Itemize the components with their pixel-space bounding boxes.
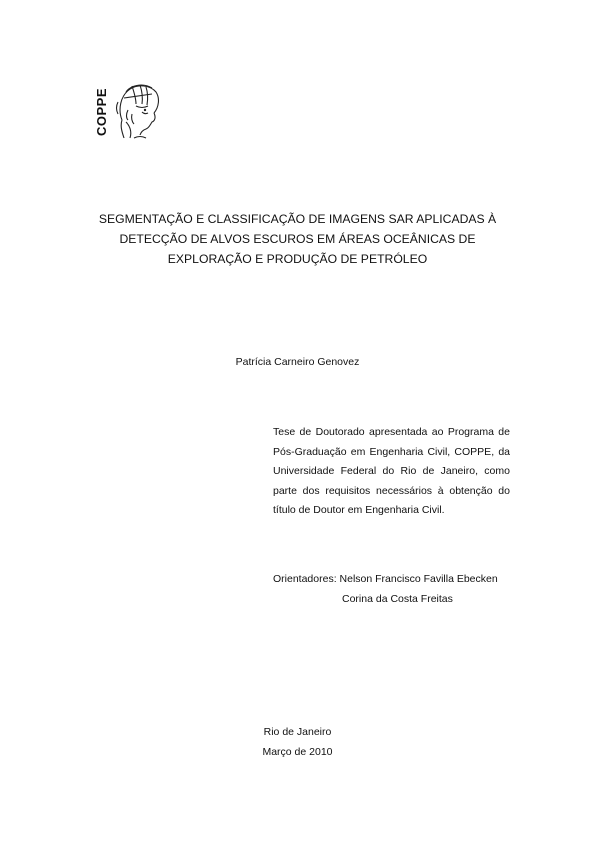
thesis-description: Tese de Doutorado apresentada ao Programa de Pós-Graduação em Engenharia Civil, COPPE, da Universidade Federal do Rio de Janeiro, como parte dos requisitos necessários à obtenção do título de Doutor em Engenharia Civil. <box>273 426 510 517</box>
title-line-3: EXPLORAÇÃO E PRODUÇÃO DE PETRÓLEO <box>167 252 428 266</box>
minerva-head-icon <box>112 80 162 142</box>
advisor-second: Corina da Costa Freitas <box>342 592 453 605</box>
author-name: Patrícia Carneiro Genovez <box>235 356 360 368</box>
advisor-first: Nelson Francisco Favilla Ebecken <box>339 573 498 585</box>
city: Rio de Janeiro <box>263 726 332 738</box>
title-line-2: DETECÇÃO DE ALVOS ESCUROS EM ÁREAS OCEÂNICAS DE <box>119 232 476 246</box>
date: Março de 2010 <box>262 745 333 758</box>
advisors-block <box>273 570 533 609</box>
thesis-title <box>60 209 535 269</box>
coppe-logo-text: COPPE <box>94 88 109 137</box>
advisors-label: Orientadores: <box>273 573 337 585</box>
advisor-row-1 <box>273 570 533 590</box>
place-date-block <box>0 723 595 762</box>
title-line-1: SEGMENTAÇÃO E CLASSIFICAÇÃO DE IMAGENS SAR APLICADAS À <box>98 212 497 226</box>
